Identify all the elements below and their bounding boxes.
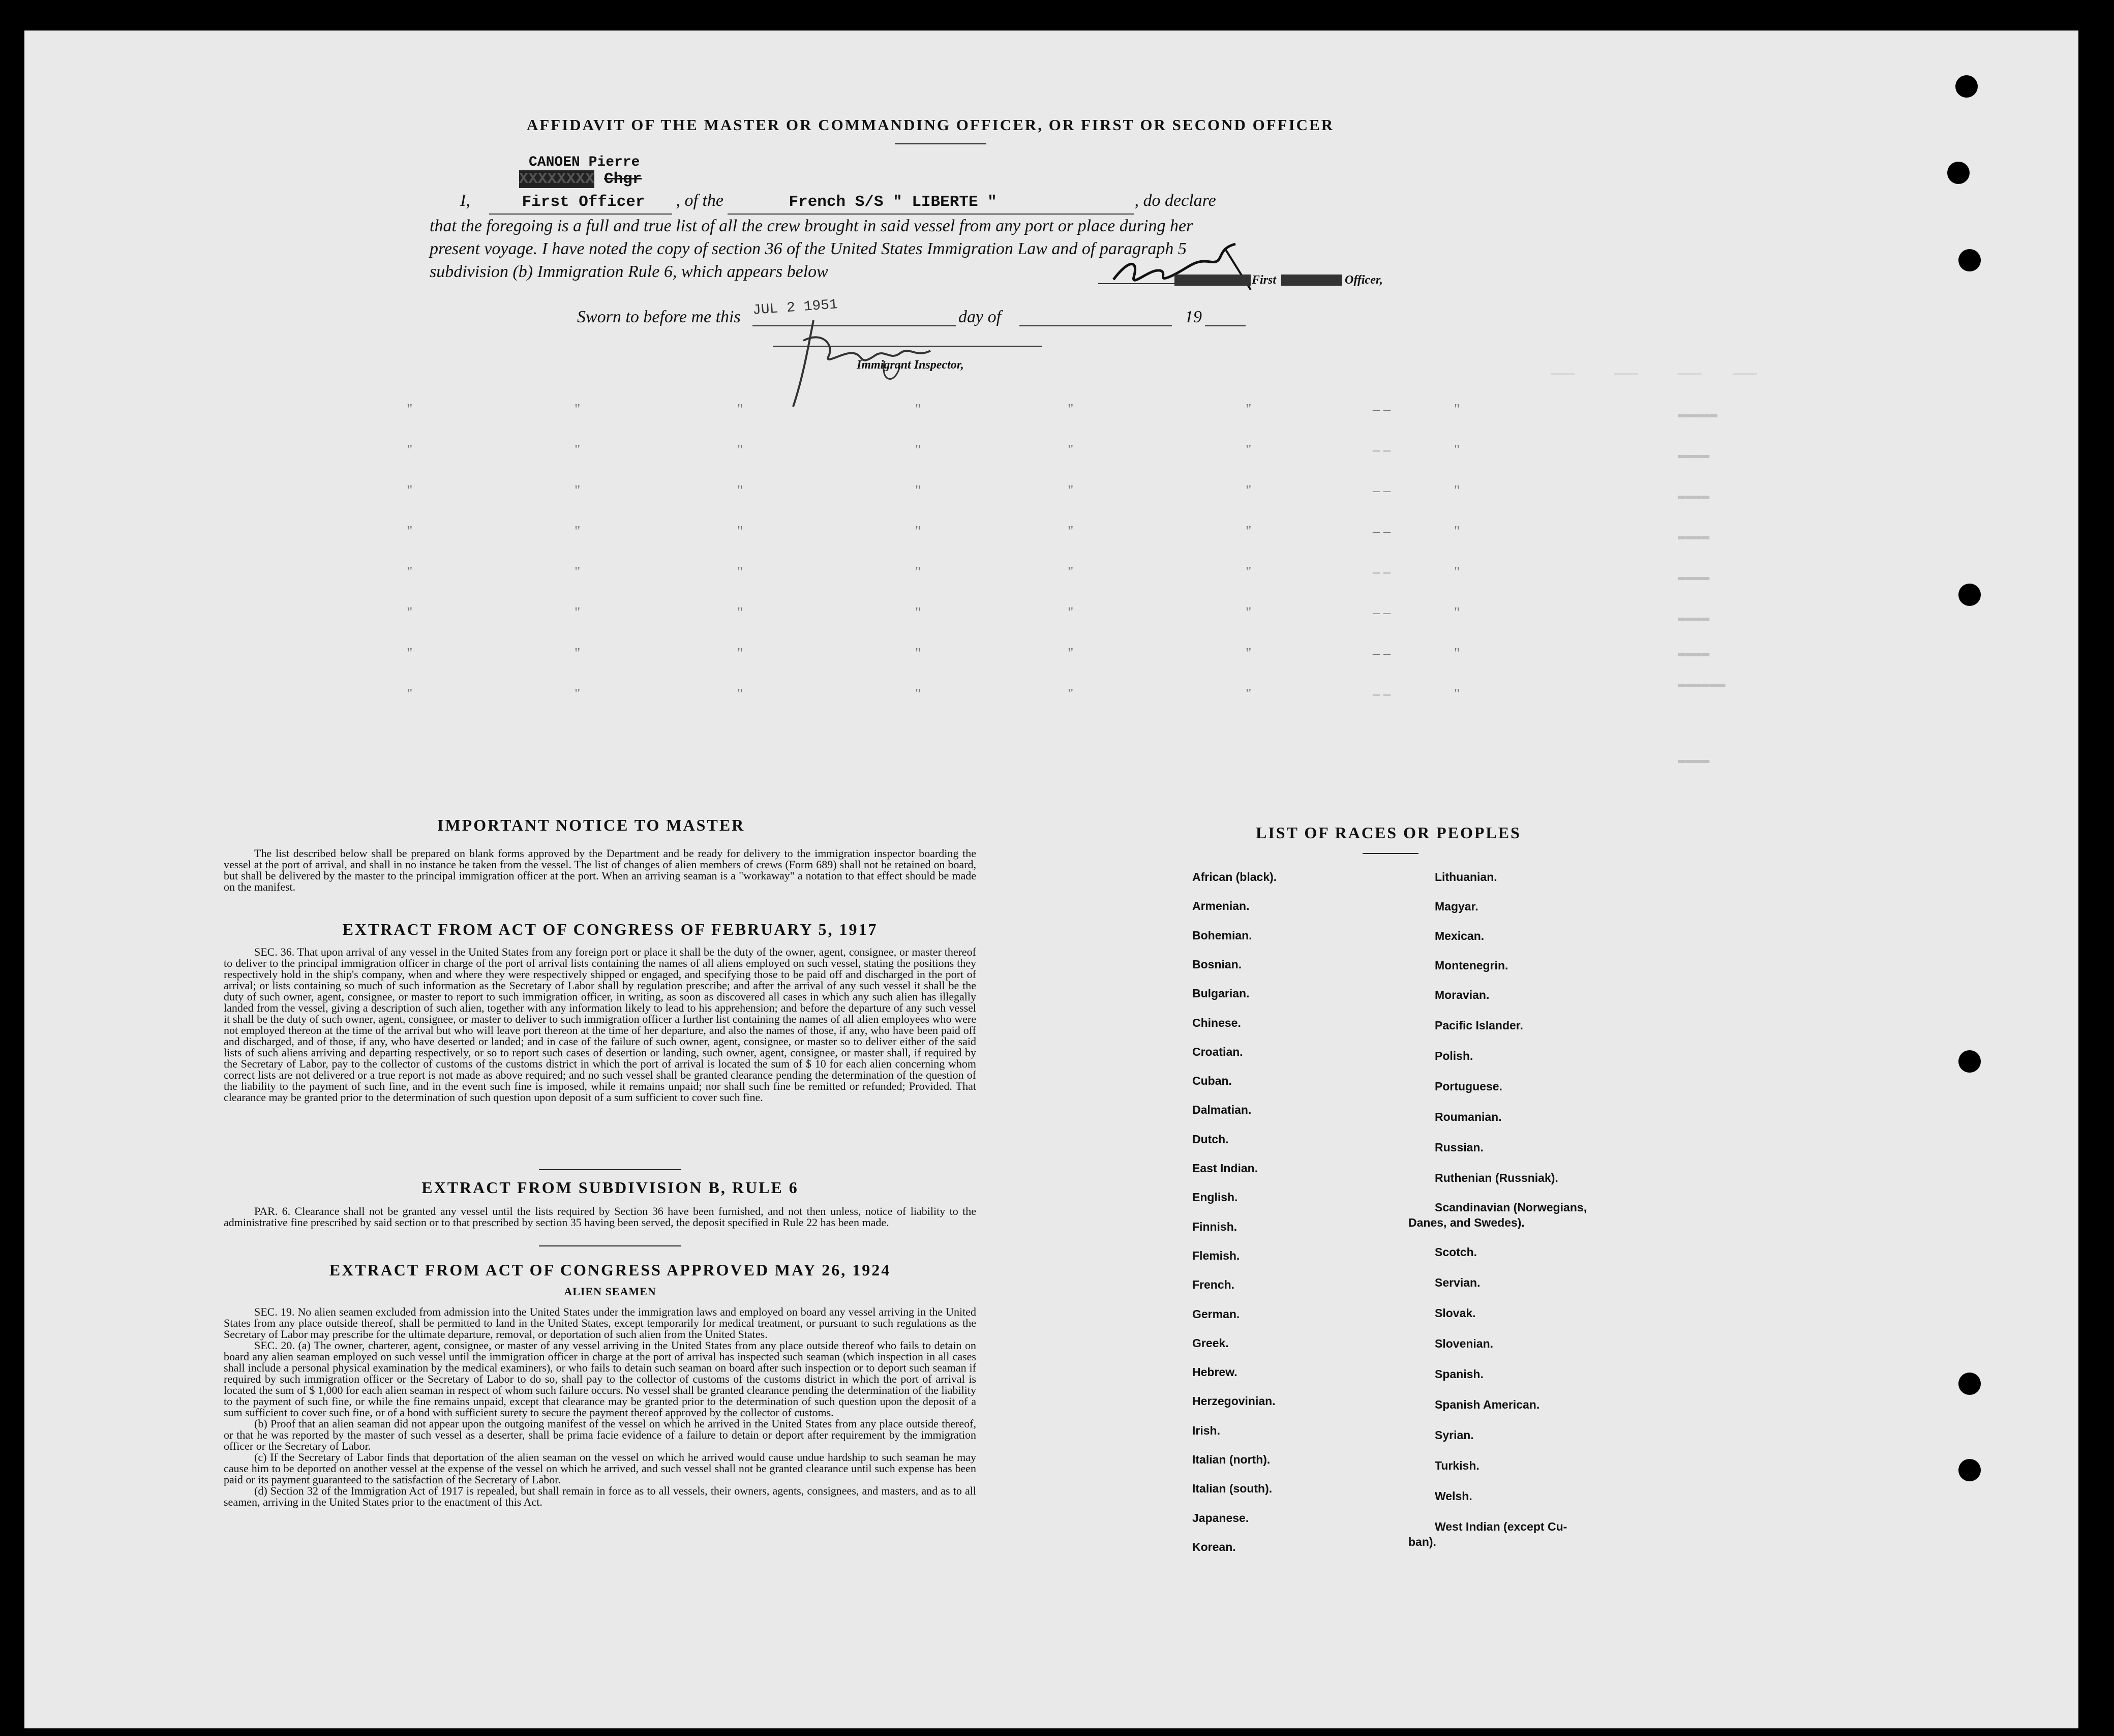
ditto-mark: " bbox=[915, 686, 921, 702]
year-prefix: 19 bbox=[1185, 308, 1202, 326]
race-item: Bulgarian. bbox=[1192, 987, 1250, 1000]
sec-20d: (d) Section 32 of the Immigration Act of 1917 is repealed, but shall remain in force as to all vessels, their owners, agents, consignees, and masters, and as to all seamen, arriving in the United States prior to the enactment of this Act. bbox=[224, 1484, 976, 1508]
race-item: Chinese. bbox=[1192, 1016, 1241, 1029]
race-item: Italian (north). bbox=[1192, 1453, 1271, 1466]
race-item: Spanish. bbox=[1435, 1367, 1484, 1381]
ditto-mark: " bbox=[737, 483, 743, 499]
ditto-mark: " bbox=[1246, 483, 1252, 499]
ditto-mark: " bbox=[737, 686, 743, 702]
ditto-mark: – – bbox=[1373, 483, 1391, 499]
affidavit-line-2: that the foregoing is a full and true list of all the crew brought in said vessel from any port or place during her bbox=[430, 217, 1193, 235]
sec-20a: SEC. 20. (a) The owner, charterer, agent, consignee, or master of any vessel arriving in the United States from any place outside thereof who fails to detain on board any alien seaman employed on such vessel until the immigration officer in charge at the port of arrival has inspected such seaman (which inspection in all cases shall include a personal physical examination by the medical examiners), or who fails to detain such seaman on board after such inspection or to deport such seaman if required by such immigration officer or the Secretary of Labor to do so, shall pay to the collector of customs of the customs district in which the port of arrival is located the sum of $ 1,000 for each alien seaman in respect of whom such failure occurs. No vessel shall be granted clearance pending the determination of the liability to the payment of such fine, or while the fine remains unpaid, except that clearance may be granted prior to the determination of such question upon the deposit of a sum sufficient to cover such fine, or of a bond with sufficient surety to secure the payment thereof approved by the collector of customs. bbox=[224, 1339, 976, 1419]
divider-rule bbox=[539, 1245, 681, 1246]
punch-hole bbox=[1958, 1459, 1981, 1481]
bleed-through-text: ▬▬▬▬ bbox=[1678, 529, 1710, 544]
race-item: African (black). bbox=[1192, 870, 1277, 884]
signature-caption-officer: Officer, bbox=[1345, 273, 1383, 287]
race-item: Scotch. bbox=[1435, 1245, 1477, 1259]
race-item: Cuban. bbox=[1192, 1074, 1232, 1088]
bleed-through-text: ▬▬▬▬▬ bbox=[1678, 407, 1718, 422]
race-item: Polish. bbox=[1435, 1049, 1473, 1062]
race-item: Servian. bbox=[1435, 1276, 1481, 1289]
inspector-caption: Immigrant Inspector, bbox=[857, 358, 964, 372]
ditto-mark: " bbox=[1068, 605, 1074, 621]
typed-officer-name: CANOEN Pierre bbox=[529, 155, 640, 170]
race-item: Pacific Islander. bbox=[1435, 1019, 1523, 1032]
ditto-mark: " bbox=[1454, 442, 1460, 458]
ditto-mark: " bbox=[1246, 686, 1252, 702]
race-item: French. bbox=[1192, 1278, 1235, 1292]
ditto-mark: " bbox=[737, 564, 743, 580]
race-item: Slovenian. bbox=[1435, 1337, 1494, 1350]
ditto-mark: " bbox=[737, 442, 743, 458]
ditto-mark: " bbox=[1246, 524, 1252, 539]
punch-hole bbox=[1955, 75, 1978, 98]
ditto-mark: " bbox=[407, 605, 413, 621]
ditto-mark: " bbox=[407, 483, 413, 499]
bleed-through-text: ▬▬▬▬ bbox=[1678, 488, 1710, 503]
race-item: Syrian. bbox=[1435, 1428, 1474, 1442]
signature-caption-first: First bbox=[1252, 273, 1277, 287]
inspector-signature-line bbox=[773, 346, 1042, 347]
ditto-mark: " bbox=[1246, 646, 1252, 661]
ditto-mark: " bbox=[1454, 402, 1460, 417]
notice-title: IMPORTANT NOTICE TO MASTER bbox=[437, 816, 745, 834]
race-item: Irish. bbox=[1192, 1423, 1220, 1437]
sworn-month-line bbox=[1019, 325, 1172, 326]
punch-hole bbox=[1958, 584, 1981, 606]
alien-seamen-subtitle: ALIEN SEAMEN bbox=[564, 1285, 656, 1298]
sec-20b: (b) Proof that an alien seaman did not appear upon the outgoing manifest of the vessel on which he arrived in the United States from any place outside thereof, or that he was reported by the master of such vessel as a deserter, shall be prima facie evidence of a failure to detain or deport after requirement by the immigration officer or the Secretary of Labor. bbox=[224, 1417, 976, 1452]
struck-rank-box-2 bbox=[1281, 275, 1342, 286]
ditto-mark: " bbox=[575, 646, 581, 661]
sworn-label: Sworn to before me this bbox=[577, 308, 741, 326]
ditto-mark: " bbox=[915, 402, 921, 417]
ditto-mark: " bbox=[1454, 564, 1460, 580]
ditto-mark: " bbox=[575, 564, 581, 580]
affidavit-title: AFFIDAVIT OF THE MASTER OR COMMANDING OFFICER, OR FIRST OR SECOND OFFICER bbox=[526, 116, 1335, 134]
ditto-mark: " bbox=[737, 402, 743, 417]
ditto-mark: – – bbox=[1373, 605, 1391, 621]
ditto-mark: " bbox=[575, 442, 581, 458]
ditto-mark: " bbox=[737, 524, 743, 539]
sec-20c: (c) If the Secretary of Labor finds that deportation of the alien seaman on the vessel on which he arrived would cause undue hardship to such seaman he may cause him to be deported on another vessel at the expense of the vessel on which he arrived, and such vessel shall not be granted clearance until such expense has been paid or its payment guaranteed to the satisfaction of the Secretary of Labor. bbox=[224, 1451, 976, 1486]
race-item: Welsh. bbox=[1435, 1489, 1472, 1503]
race-item: Turkish. bbox=[1435, 1459, 1479, 1472]
races-title: LIST OF RACES OR PEOPLES bbox=[1256, 824, 1521, 842]
ditto-mark: " bbox=[1068, 686, 1074, 702]
ditto-mark: – – bbox=[1373, 442, 1391, 458]
affidavit-line-1: I, XXXXXXXX Chgr First Officer , of the French S/S " LIBERTE " , do declare bbox=[430, 168, 1385, 215]
race-item: Montenegrin. bbox=[1435, 959, 1508, 972]
officer-name-field bbox=[489, 168, 672, 215]
race-item: Hebrew. bbox=[1192, 1365, 1237, 1379]
race-item: Russian. bbox=[1435, 1141, 1484, 1154]
ditto-mark: – – bbox=[1373, 524, 1391, 539]
race-item: Flemish. bbox=[1192, 1248, 1240, 1262]
race-item: Croatian. bbox=[1192, 1045, 1243, 1058]
race-item: Scandinavian (Norwegians, bbox=[1435, 1201, 1587, 1214]
bleed-through-text: ▬▬▬▬▬▬ bbox=[1678, 676, 1726, 691]
ditto-mark: " bbox=[915, 646, 921, 661]
race-item: Bohemian. bbox=[1192, 928, 1252, 942]
punch-hole bbox=[1958, 249, 1981, 271]
ditto-mark: – – bbox=[1373, 402, 1391, 417]
ditto-mark: " bbox=[915, 605, 921, 621]
ditto-mark: " bbox=[575, 402, 581, 417]
ditto-mark: – – bbox=[1373, 646, 1391, 661]
race-item: German. bbox=[1192, 1307, 1240, 1321]
ditto-mark: " bbox=[575, 605, 581, 621]
bleed-through-text: ▬▬▬▬ bbox=[1678, 610, 1710, 625]
ditto-mark: " bbox=[915, 483, 921, 499]
rule-6-body: PAR. 6. Clearance shall not be granted any vessel until the lists required by Section 36 have been furnished, and not then unless, notice of liability to the administrative fine prescribed by said section or to that prescribed by section 35 having been served, the deposit specified in Rule 22 has been made. bbox=[224, 1205, 976, 1229]
race-item: Spanish American. bbox=[1435, 1398, 1540, 1411]
rank-typed: First Officer bbox=[522, 193, 645, 211]
notice-body: The list described below shall be prepared on blank forms approved by the Department and be ready for delivery to the immigration inspector boarding the vessel at the port of arrival, and shall in no instance be taken from the vessel. The list of changes of alien members of crews (Form 689) shall not be retained on board, but shall be delivered by the master to the principal immigration officer at the port. When an arriving seaman is a "workaway" a notation to that effect should be made on the manifest. bbox=[224, 847, 976, 893]
race-item: Roumanian. bbox=[1435, 1110, 1502, 1123]
bleed-through-text: ——— ——— ——— ——— bbox=[1551, 366, 1757, 381]
race-item: Danes, and Swedes). bbox=[1408, 1216, 1525, 1229]
officer-signature bbox=[1108, 239, 1271, 295]
struck-abbrev: Chgr bbox=[604, 170, 642, 188]
ditto-mark: " bbox=[407, 402, 413, 417]
divider-rule bbox=[539, 1169, 681, 1170]
race-item: Magyar. bbox=[1435, 900, 1478, 913]
ditto-mark: – – bbox=[1373, 564, 1391, 580]
ditto-mark: " bbox=[1246, 564, 1252, 580]
ditto-mark: " bbox=[1068, 442, 1074, 458]
affidavit-line-4: subdivision (b) Immigration Rule 6, which appears below bbox=[430, 262, 828, 281]
race-item: Finnish. bbox=[1192, 1220, 1237, 1233]
title-rule bbox=[895, 143, 986, 144]
ditto-mark: " bbox=[407, 646, 413, 661]
vessel-name-field: French S/S " LIBERTE " bbox=[728, 191, 1134, 215]
struck-rank-box bbox=[1174, 275, 1251, 286]
race-item: Armenian. bbox=[1192, 899, 1250, 913]
sec-19: SEC. 19. No alien seamen excluded from admission into the United States under the immigration laws and employed on board any vessel arriving in the United States from any place outside thereof, shall be permitted to land in the United States, except temporarily for medical treatment, or pursuant to such regulations as the Secretary of Labor may prescribe for the ultimate departure, removal, or deportation of such alien from the United States. bbox=[224, 1305, 976, 1341]
punch-hole bbox=[1958, 1050, 1981, 1073]
ditto-mark: " bbox=[1068, 646, 1074, 661]
ditto-mark: " bbox=[1246, 605, 1252, 621]
race-item: West Indian (except Cu- bbox=[1435, 1520, 1567, 1533]
ditto-mark: " bbox=[1454, 686, 1460, 702]
ditto-mark: " bbox=[407, 524, 413, 539]
bleed-through-text: ▬▬▬▬ bbox=[1678, 447, 1710, 463]
race-item: Dutch. bbox=[1192, 1132, 1229, 1146]
race-item: Lithuanian. bbox=[1435, 870, 1497, 884]
race-item: Herzegovinian. bbox=[1192, 1394, 1276, 1408]
ditto-mark: " bbox=[915, 524, 921, 539]
act-1924-title: EXTRACT FROM ACT OF CONGRESS APPROVED MAY 26, 1924 bbox=[329, 1261, 891, 1279]
race-item: English. bbox=[1192, 1191, 1238, 1204]
race-item: Japanese. bbox=[1192, 1511, 1249, 1525]
races-title-rule bbox=[1363, 853, 1418, 854]
race-item: Portuguese. bbox=[1435, 1080, 1502, 1093]
ditto-mark: " bbox=[1068, 524, 1074, 539]
sworn-year-line bbox=[1205, 325, 1246, 326]
bleed-through-text: ▬▬▬▬ bbox=[1678, 646, 1710, 661]
race-item: Moravian. bbox=[1435, 988, 1490, 1001]
ditto-mark: " bbox=[407, 442, 413, 458]
race-item: Italian (south). bbox=[1192, 1482, 1273, 1496]
ditto-mark: " bbox=[737, 646, 743, 661]
race-item: Mexican. bbox=[1435, 929, 1485, 942]
ditto-mark: " bbox=[1068, 402, 1074, 417]
ditto-mark-grid bbox=[407, 402, 1474, 788]
rule-6-title: EXTRACT FROM SUBDIVISION B, RULE 6 bbox=[421, 1178, 799, 1197]
ditto-mark: " bbox=[1068, 564, 1074, 580]
ditto-mark: " bbox=[575, 483, 581, 499]
act-1917-title: EXTRACT FROM ACT OF CONGRESS OF FEBRUARY 5, 1917 bbox=[342, 920, 878, 938]
race-item: Slovak. bbox=[1435, 1306, 1476, 1320]
date-stamp: JUL 2 1951 bbox=[752, 297, 838, 319]
ditto-mark: " bbox=[915, 564, 921, 580]
ditto-mark: " bbox=[915, 442, 921, 458]
ditto-mark: " bbox=[1246, 402, 1252, 417]
ditto-mark: " bbox=[575, 524, 581, 539]
affidavit-line-3: present voyage. I have noted the copy of section 36 of the United States Immigration Law and of paragraph 5 bbox=[430, 239, 1187, 258]
race-item: East Indian. bbox=[1192, 1162, 1258, 1175]
ditto-mark: " bbox=[1068, 483, 1074, 499]
ditto-mark: " bbox=[1454, 483, 1460, 499]
race-item: Bosnian. bbox=[1192, 957, 1242, 971]
race-item: Greek. bbox=[1192, 1336, 1229, 1350]
ditto-mark: " bbox=[575, 686, 581, 702]
day-of-label: day of bbox=[958, 308, 1002, 326]
race-item: ban). bbox=[1408, 1535, 1436, 1548]
ditto-mark: – – bbox=[1373, 686, 1391, 702]
ditto-mark: " bbox=[1454, 605, 1460, 621]
bleed-through-text: ▬▬▬▬ bbox=[1678, 752, 1710, 768]
struck-name: XXXXXXXX bbox=[519, 170, 595, 188]
punch-hole bbox=[1958, 1373, 1981, 1395]
act-1917-body: SEC. 36. That upon arrival of any vessel in the United States from any foreign port or place it shall be the duty of the owner, agent, consignee, or master thereof to deliver to the principal immigration officer in charge of the port of arrival lists containing the names of all aliens employed on such vessel, stating the positions they respectively hold in the ship's company, when and where they were respectively shipped or engaged, and specifying those to be paid off and discharged in the port of arrival; or lists containing so much of such information as the Secretary of Labor shall by regulation prescribe; and after the arrival of any such vessel it shall be the duty of such owner, agent, consignee, or master to report to such immigration officer, in writing, as soon as discovered all cases in which any such alien has illegally landed from the vessel, giving a description of such alien, together with any information likely to lead to his apprehension; and before the departure of any such vessel it shall be the duty of such owner, agent, consignee, or master to deliver to such immigration officer a further list containing the names of all alien employees who were not employed thereon at the time of the arrival but who will leave port thereon at the time of her departure, and also the names of those, if any, who have been paid off and discharged, and of those, if any, who have deserted or landed; and in case of the failure of such owner, agent, consignee, or master so to deliver either of the said lists of such aliens arriving and departing respectively, or so to report such cases of desertion or landing, such owner, agent, consignee, or master shall, if required by the Secretary of Labor, pay to the collector of customs of the customs district in which the port of arrival is located the sum of $ 10 for each alien concerning whom correct lists are not delivered or a true report is not made as above required; and no such vessel shall be granted clearance pending the determination of the question of the liability to the payment of such fine, and in the event such fine is imposed, while it remains unpaid; nor shall such fine be remitted or refunded; Provided. That clearance may be granted prior to the determination of such question upon deposit of a sum sufficient to cover such fine. bbox=[224, 946, 976, 1104]
act-1924-body bbox=[224, 1306, 976, 1571]
punch-hole bbox=[1947, 162, 1970, 184]
ditto-mark: " bbox=[1246, 442, 1252, 458]
ditto-mark: " bbox=[737, 605, 743, 621]
race-item: Ruthenian (Russniak). bbox=[1435, 1171, 1558, 1184]
ditto-mark: " bbox=[407, 564, 413, 580]
ditto-mark: " bbox=[407, 686, 413, 702]
ditto-mark: " bbox=[1454, 524, 1460, 539]
race-item: Dalmatian. bbox=[1192, 1103, 1252, 1117]
ditto-mark: " bbox=[1454, 646, 1460, 661]
bleed-through-text: ▬▬▬▬ bbox=[1678, 569, 1710, 585]
race-item: Korean. bbox=[1192, 1540, 1236, 1554]
